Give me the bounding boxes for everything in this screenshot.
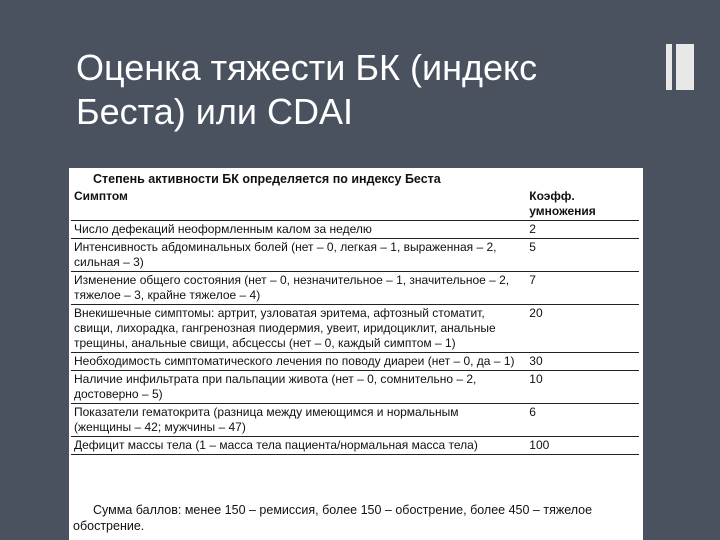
table-row: [71, 221, 639, 239]
symptom-cell: Наличие инфильтрата при пальпации живота (нет – 0, сомнительно – 2, достоверно – 5): [71, 371, 521, 404]
symptom-cell: Необходимость симптоматического лечения по поводу диареи (нет – 0, да – 1): [71, 353, 521, 371]
coefficient-cell: 2: [521, 221, 639, 239]
symptom-cell: Дефицит массы тела (1 – масса тела пациента/нормальная масса тела): [71, 437, 521, 455]
coefficient-cell: 10: [521, 371, 639, 404]
slide-title-line-1: Оценка тяжести БК (индекс: [76, 47, 538, 88]
coefficient-cell: 20: [521, 305, 639, 353]
column-header-symptom: Симптом: [71, 188, 521, 221]
slide-title-line-2: Беста) или CDAI: [76, 91, 353, 132]
table-row: [71, 305, 639, 353]
table-header-row: [71, 188, 639, 221]
table-row: [71, 239, 639, 272]
best-index-table: [71, 188, 639, 455]
document-footer-note: Сумма баллов: менее 150 – ремиссия, более 150 – обострение, более 450 – тяжелое обострение.: [73, 503, 593, 533]
symptom-cell: Число дефекаций неоформленным калом за неделю: [71, 221, 521, 239]
symptom-cell: Изменение общего состояния (нет – 0, незначительное – 1, значительное – 2, тяжелое – 3, крайне тяжелое – 4): [71, 272, 521, 305]
accent-bar-decoration: [666, 44, 672, 90]
table-row: [71, 437, 639, 455]
symptom-cell: Интенсивность абдоминальных болей (нет – 0, легкая – 1, выраженная – 2, сильная – 3): [71, 239, 521, 272]
column-header-coefficient: Коэфф. умножения: [521, 188, 639, 221]
table-row: [71, 272, 639, 305]
coefficient-cell: 100: [521, 437, 639, 455]
coefficient-cell: 30: [521, 353, 639, 371]
symptom-cell: Внекишечные симптомы: артрит, узловатая эритема, афтозный стоматит, свищи, лихорадка, гангренозная пиодермия, увеит, иридоциклит, анальные трещины, анальные свищи, абсцессы (нет – 0, каждый симптом – 1): [71, 305, 521, 353]
accent-block-decoration: [676, 44, 694, 90]
scanned-document: [69, 168, 643, 540]
table-row: [71, 371, 639, 404]
document-heading: Степень активности БК определяется по индексу Беста: [93, 172, 441, 186]
coefficient-cell: 7: [521, 272, 639, 305]
table-row: [71, 353, 639, 371]
symptom-cell: Показатели гематокрита (разница между имеющимся и нормальным (женщины – 42; мужчины – 47): [71, 404, 521, 437]
table-row: [71, 404, 639, 437]
coefficient-cell: 5: [521, 239, 639, 272]
coefficient-cell: 6: [521, 404, 639, 437]
slide-title: [76, 46, 646, 134]
